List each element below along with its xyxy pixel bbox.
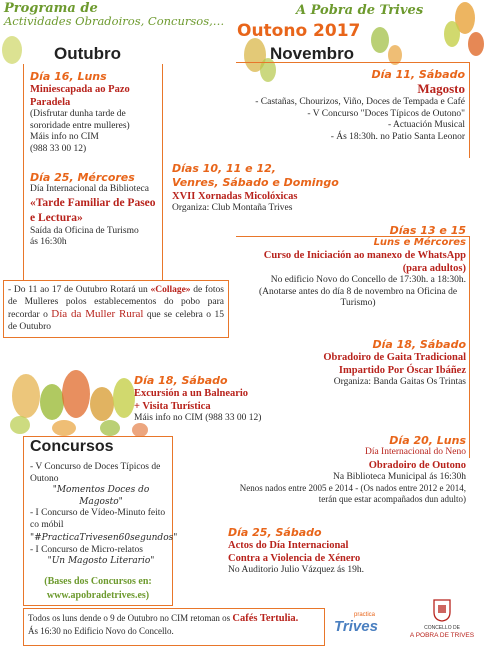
- event-date-2: Luns e Mércores: [373, 237, 466, 248]
- event-title-2: + Visita Turística: [134, 401, 211, 412]
- event-line: Nenos nados entre 2005 e 2014 - (Os nados entre 2012 e 2014, terán que estar acompañados dun adulto): [239, 483, 466, 504]
- event-org: Día Internacional da Biblioteca: [30, 184, 149, 194]
- event-time: ás 16:30h: [30, 237, 67, 247]
- event-title: Magosto: [417, 81, 465, 96]
- event-title-2: (para adultos): [402, 263, 466, 274]
- event-title: Curso de Iniciación ao manexo de WhatsApp: [263, 250, 466, 261]
- event-date-2: Venres, Sábado e Domingo: [172, 176, 339, 189]
- outubro-event-2: [30, 171, 160, 249]
- event-info: Máis info no CIM (988 33 00 12): [134, 413, 262, 423]
- event-title-2: Contra a Violencia de Xénero: [228, 553, 361, 564]
- event-line: Na Biblioteca Municipal ás 16:30h: [333, 471, 466, 482]
- concursos-heading: Concursos: [30, 438, 114, 455]
- novembro-event-6: [236, 434, 466, 505]
- practica-trives-logo: practica Trives: [334, 612, 378, 635]
- event-org: Organiza: Banda Gaitas Os Trintas: [333, 377, 466, 387]
- event-title: Obradoiro de Gaita Tradicional: [323, 352, 466, 363]
- coat-of-arms-icon: [432, 598, 452, 622]
- event-date: Días 10, 11 e 12,: [172, 162, 276, 175]
- concurso-item: - I Concurso de Vídeo-Minuto feito co móbil: [30, 508, 166, 530]
- concursos-list: [30, 462, 178, 568]
- event-date: Día 25, Sábado: [228, 526, 322, 539]
- concurso-subtitle: "#PracticaTrivesen60segundos": [30, 533, 178, 543]
- outubro-heading: Outubro: [54, 44, 122, 63]
- place-name: A Pobra de Trives: [296, 3, 424, 18]
- novembro-event-1: [240, 68, 465, 143]
- event-date: Día 25, Mércores: [30, 171, 135, 184]
- event-date: Día 18, Sábado: [372, 338, 466, 351]
- event-line: - Castañas, Chourizos, Viño, Doces de Tempada e Café: [255, 97, 465, 107]
- event-org: Organiza: Club Montaña Trives: [172, 203, 293, 213]
- event-line: - V Concurso "Doces Típicos de Outono": [307, 108, 465, 119]
- event-date: Día 18, Sábado: [134, 374, 228, 387]
- footer-notice: Todos os luns dende o 9 de Outubro no CIM retoman os Cafés Tertulia. Ás 16:30 no Edificio Novo do Concello.: [23, 608, 325, 646]
- event-date: Día 11, Sábado: [371, 68, 465, 81]
- event-org: Día Internacional do Neno: [364, 447, 466, 457]
- concello-logo: CONCELLO DE A POBRA DE TRIVES: [402, 598, 482, 648]
- novembro-heading: Novembro: [270, 44, 355, 63]
- event-info: Máis info no CIM: [30, 132, 99, 142]
- novembro-event-7: [228, 526, 438, 577]
- collage-notice: - Do 11 ao 17 de Outubro Rotará un «Collage» de fotos de Mulleres polos establecementos do pobo para recordar o Día da Muller Rural que se celebra o 15 de Outubro: [3, 280, 229, 338]
- event-date: Día 16, Luns: [30, 70, 107, 83]
- concurso-subtitle: "Un Magosto Literario": [47, 556, 155, 566]
- concurso-item: - I Concurso de Micro-relatos: [30, 544, 143, 555]
- event-line: No Auditorio Julio Vázquez ás 19h.: [228, 565, 364, 575]
- novembro-event-2: [172, 162, 372, 215]
- programa-label: Programa de: [4, 1, 98, 16]
- subtitle: Actividades Obradoiros, Concursos,…: [4, 14, 225, 28]
- page-title: Outono 2017: [237, 21, 361, 41]
- bases-label: (Bases dos Concursos en:: [44, 576, 152, 587]
- event-phone: (988 33 00 12): [30, 143, 87, 154]
- event-title: «Tarde Familiar de Paseo e Lectura»: [30, 196, 156, 224]
- concurso-subtitle: "Momentos Doces do Magosto": [52, 485, 150, 507]
- event-desc: (Disfrutar dunha tarde de sororidade entre mulleres): [30, 109, 130, 131]
- concurso-item: - V Concurso de Doces Típicos de Outono: [30, 462, 161, 484]
- event-title: XVII Xornadas Micolóxicas: [172, 191, 298, 202]
- event-exit: Saída da Oficina de Turismo: [30, 225, 139, 236]
- event-title: Obradoiro de Outono: [368, 459, 466, 471]
- event-title-2: Impartido Por Óscar Ibáñez: [338, 365, 466, 376]
- event-line: No edificio Novo do Concello de 17:30h. a 18:30h.: [270, 275, 466, 285]
- event-title: Excursión a un Balneario: [134, 388, 249, 399]
- novembro-event-5: [134, 374, 294, 425]
- event-date: Día 20, Luns: [389, 434, 466, 447]
- tree-row-icon: [10, 370, 148, 437]
- event-date: Días 13 e 15: [389, 224, 466, 237]
- event-title: Actos do Día Internacional: [228, 540, 349, 551]
- novembro-event-3: [236, 224, 466, 310]
- bases-link[interactable]: www.apobradetrives.es): [46, 590, 150, 601]
- event-line: - Actuación Musical: [387, 120, 465, 130]
- outubro-event-1: [30, 70, 160, 155]
- event-line: (Anotarse antes do día 8 de novembro na Oficina de Turismo): [258, 286, 458, 308]
- event-title: Miniescapada ao Pazo Paradela: [30, 84, 130, 108]
- event-line: - Ás 18:30h. no Patio Santa Leonor: [330, 131, 465, 142]
